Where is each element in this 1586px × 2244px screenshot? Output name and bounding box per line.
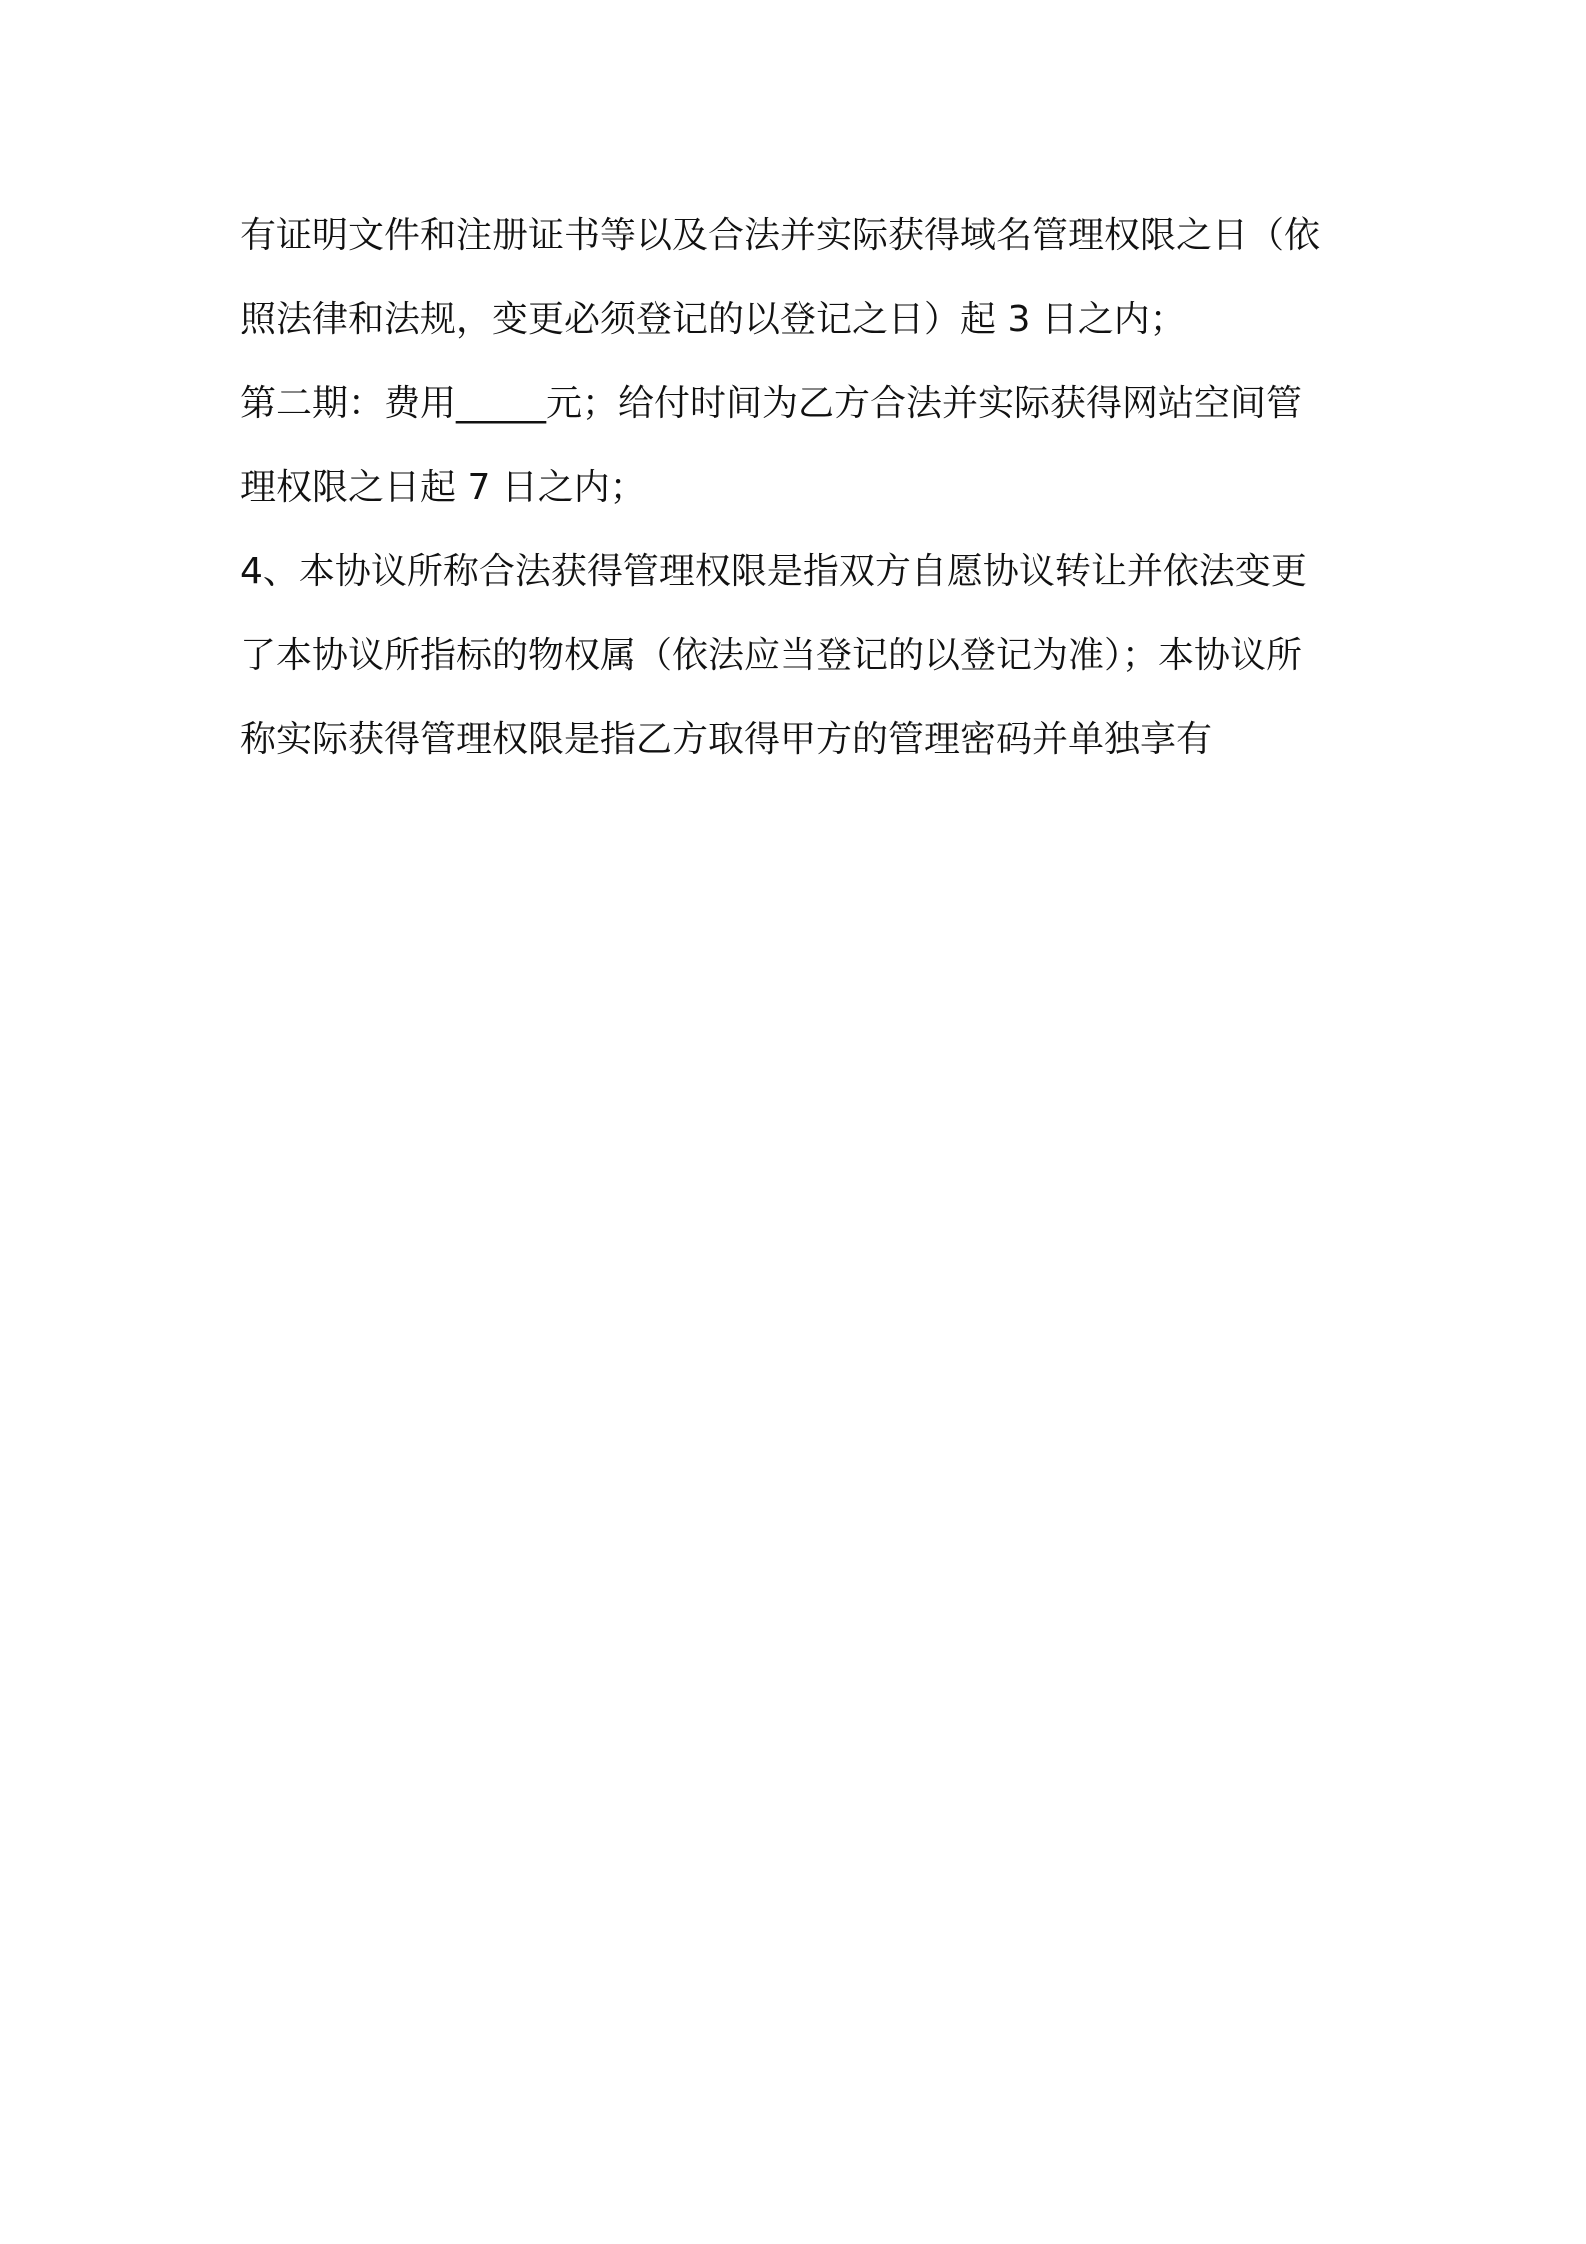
- text-line-1: 有证明文件和注册证书等以及合法并实际获得域名管理权限之日（依: [240, 215, 1321, 256]
- text-line-3: 第二期：费用_____元；给付时间为乙方合法并实际获得网站空间管: [240, 383, 1303, 424]
- text-line-2: 照法律和法规，变更必须登记的以登记之日）起 3 日之内；: [240, 299, 1186, 340]
- text-line-5: 4、本协议所称合法获得管理权限是指双方自愿协议转让并依法变更: [240, 551, 1307, 592]
- text-line-6: 了本协议所指标的物权属（依法应当登记的以登记为准）；本协议所: [240, 635, 1303, 676]
- text-line-7: 称实际获得管理权限是指乙方取得甲方的管理密码并单独享有: [240, 719, 1213, 760]
- text-line-4: 理权限之日起 7 日之内；: [240, 467, 646, 508]
- document-body: [240, 194, 1360, 782]
